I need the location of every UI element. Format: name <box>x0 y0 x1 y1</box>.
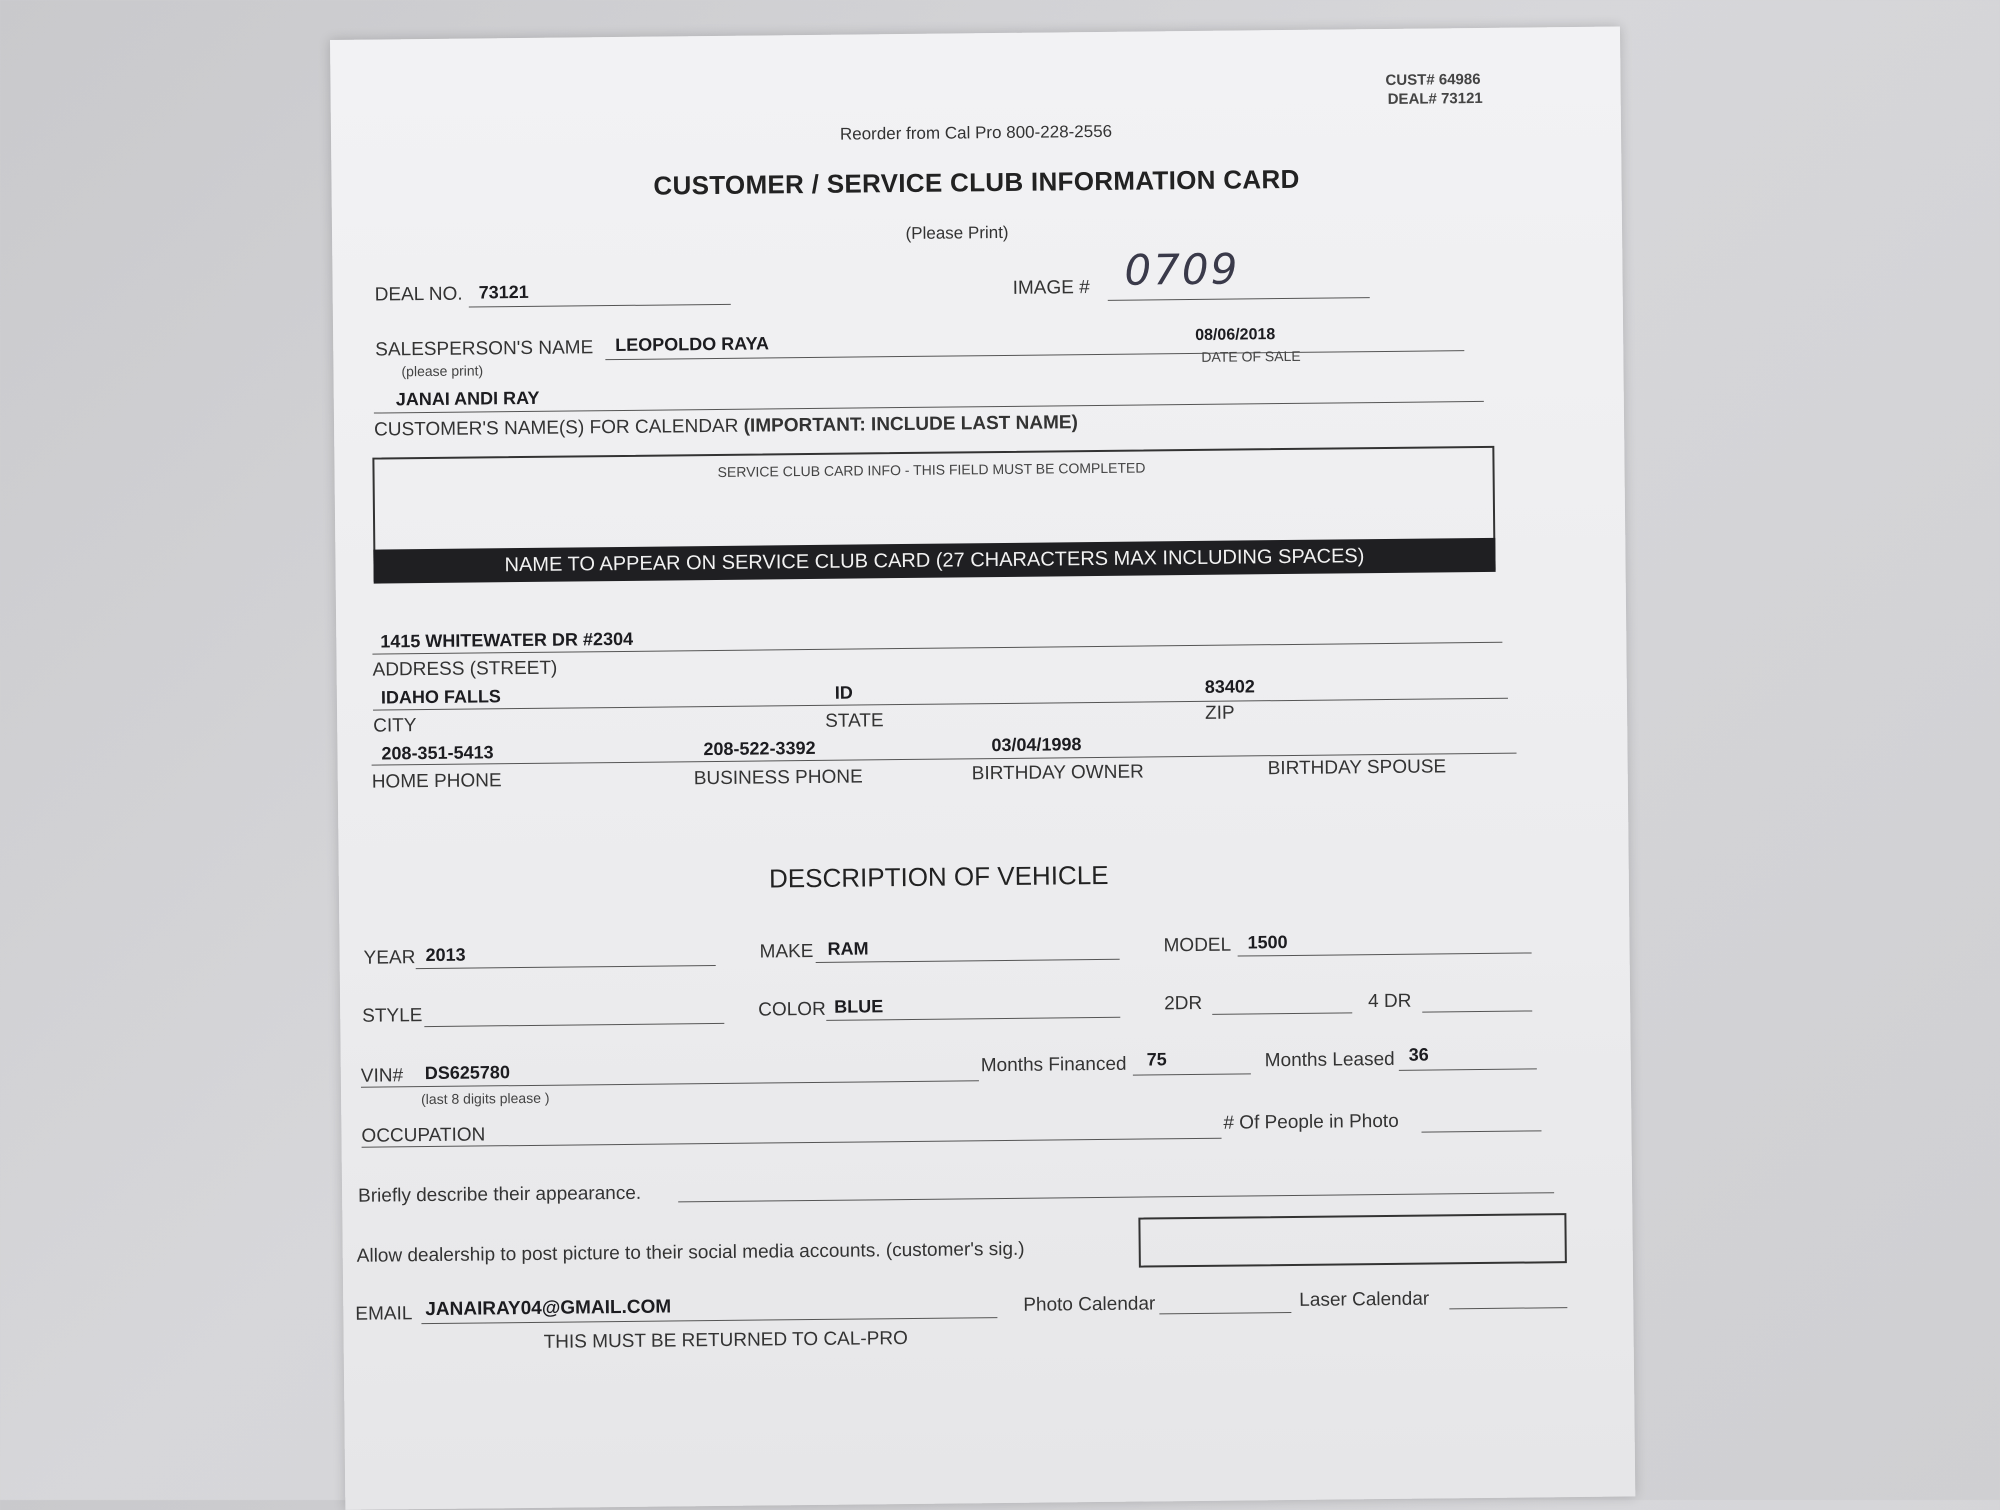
vin-label: VIN# <box>360 1065 404 1087</box>
salesperson-value[interactable]: LEOPOLDO RAYA <box>615 333 770 356</box>
service-club-name-bar: NAME TO APPEAR ON SERVICE CLUB CARD (27 CHARACTERS MAX INCLUDING SPACES) <box>373 538 1495 584</box>
state-value[interactable]: ID <box>834 682 853 703</box>
date-of-sale-value[interactable]: 08/06/2018 <box>1195 326 1276 344</box>
business-phone-label: BUSINESS PHONE <box>693 766 863 790</box>
laser-calendar-label: Laser Calendar <box>1299 1288 1430 1311</box>
city-label: CITY <box>373 715 417 737</box>
two-door-line[interactable] <box>1212 1012 1352 1014</box>
customer-name-label-important: (IMPORTANT: INCLUDE LAST NAME) <box>743 412 1078 437</box>
email-value[interactable]: JANAIRAY04@GMAIL.COM <box>425 1296 672 1321</box>
months-financed-label: Months Financed <box>980 1053 1127 1077</box>
vehicle-section-title: DESCRIPTION OF VEHICLE <box>768 859 1109 894</box>
color-value[interactable]: BLUE <box>834 996 884 1017</box>
months-leased-label: Months Leased <box>1264 1048 1395 1072</box>
deal-no-line <box>469 304 731 308</box>
salesperson-hint: (please print) <box>401 362 484 380</box>
style-label: STYLE <box>362 1005 423 1027</box>
photo-calendar-line[interactable] <box>1159 1312 1291 1314</box>
four-door-label: 4 DR <box>1368 990 1412 1013</box>
state-label: STATE <box>825 710 884 732</box>
return-note: THIS MUST BE RETURNED TO CAL-PRO <box>543 1328 908 1353</box>
birthday-spouse-label: BIRTHDAY SPOUSE <box>1267 756 1447 780</box>
salesperson-label: SALESPERSON'S NAME <box>375 337 594 361</box>
cust-number: CUST# 64986 <box>1385 70 1481 89</box>
make-value[interactable]: RAM <box>827 938 869 959</box>
vin-value[interactable]: DS625780 <box>424 1062 511 1084</box>
four-door-line[interactable] <box>1422 1010 1532 1012</box>
occupation-line[interactable] <box>362 1138 1222 1148</box>
people-in-photo-line[interactable] <box>1421 1130 1541 1132</box>
occupation-label: OCCUPATION <box>361 1124 486 1147</box>
laser-calendar-line[interactable] <box>1449 1307 1567 1309</box>
date-of-sale-label: DATE OF SALE <box>1201 347 1301 365</box>
email-label: EMAIL <box>355 1303 413 1325</box>
home-phone-label: HOME PHONE <box>371 770 502 793</box>
home-phone-value[interactable]: 208-351-5413 <box>381 742 494 764</box>
appearance-line[interactable] <box>678 1192 1554 1202</box>
months-financed-line <box>1133 1073 1251 1075</box>
customer-name-label <box>374 412 1078 441</box>
months-leased-value[interactable]: 36 <box>1408 1044 1429 1065</box>
zip-label: ZIP <box>1204 702 1235 724</box>
make-label: MAKE <box>759 940 814 963</box>
birthday-owner-label: BIRTHDAY OWNER <box>971 761 1144 785</box>
customer-name-label-prefix: CUSTOMER'S NAME(S) FOR CALENDAR <box>373 415 739 441</box>
two-door-label: 2DR <box>1164 992 1203 1015</box>
city-state-zip-line <box>373 698 1508 711</box>
customer-signature-box[interactable] <box>1138 1213 1567 1267</box>
service-club-header: SERVICE CLUB CARD INFO - THIS FIELD MUST BE COMPLETED <box>717 459 1146 480</box>
reorder-note: Reorder from Cal Pro 800-228-2556 <box>839 121 1113 144</box>
customer-name-value[interactable]: JANAI ANDI RAY <box>395 387 540 410</box>
form-sheet <box>330 26 1635 1509</box>
year-label: YEAR <box>363 947 416 969</box>
deal-no-label: DEAL NO. <box>374 283 463 306</box>
color-label: COLOR <box>758 998 826 1021</box>
form-title: CUSTOMER / SERVICE CLUB INFORMATION CARD <box>653 163 1300 201</box>
style-line[interactable] <box>424 1023 724 1027</box>
zip-value[interactable]: 83402 <box>1204 676 1255 697</box>
model-label: MODEL <box>1163 934 1232 957</box>
image-number-value[interactable]: 0709 <box>1124 244 1240 295</box>
birthday-owner-value[interactable]: 03/04/1998 <box>991 734 1082 756</box>
street-label: ADDRESS (STREET) <box>372 657 558 681</box>
months-financed-value[interactable]: 75 <box>1146 1049 1167 1070</box>
street-value[interactable]: 1415 WHITEWATER DR #2304 <box>380 628 634 652</box>
year-value[interactable]: 2013 <box>425 944 466 966</box>
deal-no-value[interactable]: 73121 <box>478 281 529 303</box>
image-number-label: IMAGE # <box>1012 277 1090 299</box>
customer-name-line <box>374 401 1484 414</box>
model-value[interactable]: 1500 <box>1247 932 1288 953</box>
image-number-line <box>1108 297 1370 301</box>
appearance-label: Briefly describe their appearance. <box>357 1182 642 1207</box>
social-media-label: Allow dealership to post picture to their social media accounts. (customer's sig.) <box>356 1238 1025 1267</box>
photo-calendar-label: Photo Calendar <box>1023 1293 1156 1316</box>
city-value[interactable]: IDAHO FALLS <box>380 686 501 708</box>
deal-number-top: DEAL# 73121 <box>1387 89 1483 108</box>
months-leased-line <box>1399 1068 1537 1070</box>
business-phone-value[interactable]: 208-522-3392 <box>703 737 816 760</box>
please-print-note: (Please Print) <box>905 222 1009 243</box>
people-in-photo-label: # Of People in Photo <box>1223 1110 1399 1134</box>
vin-hint: (last 8 digits please ) <box>421 1089 550 1108</box>
